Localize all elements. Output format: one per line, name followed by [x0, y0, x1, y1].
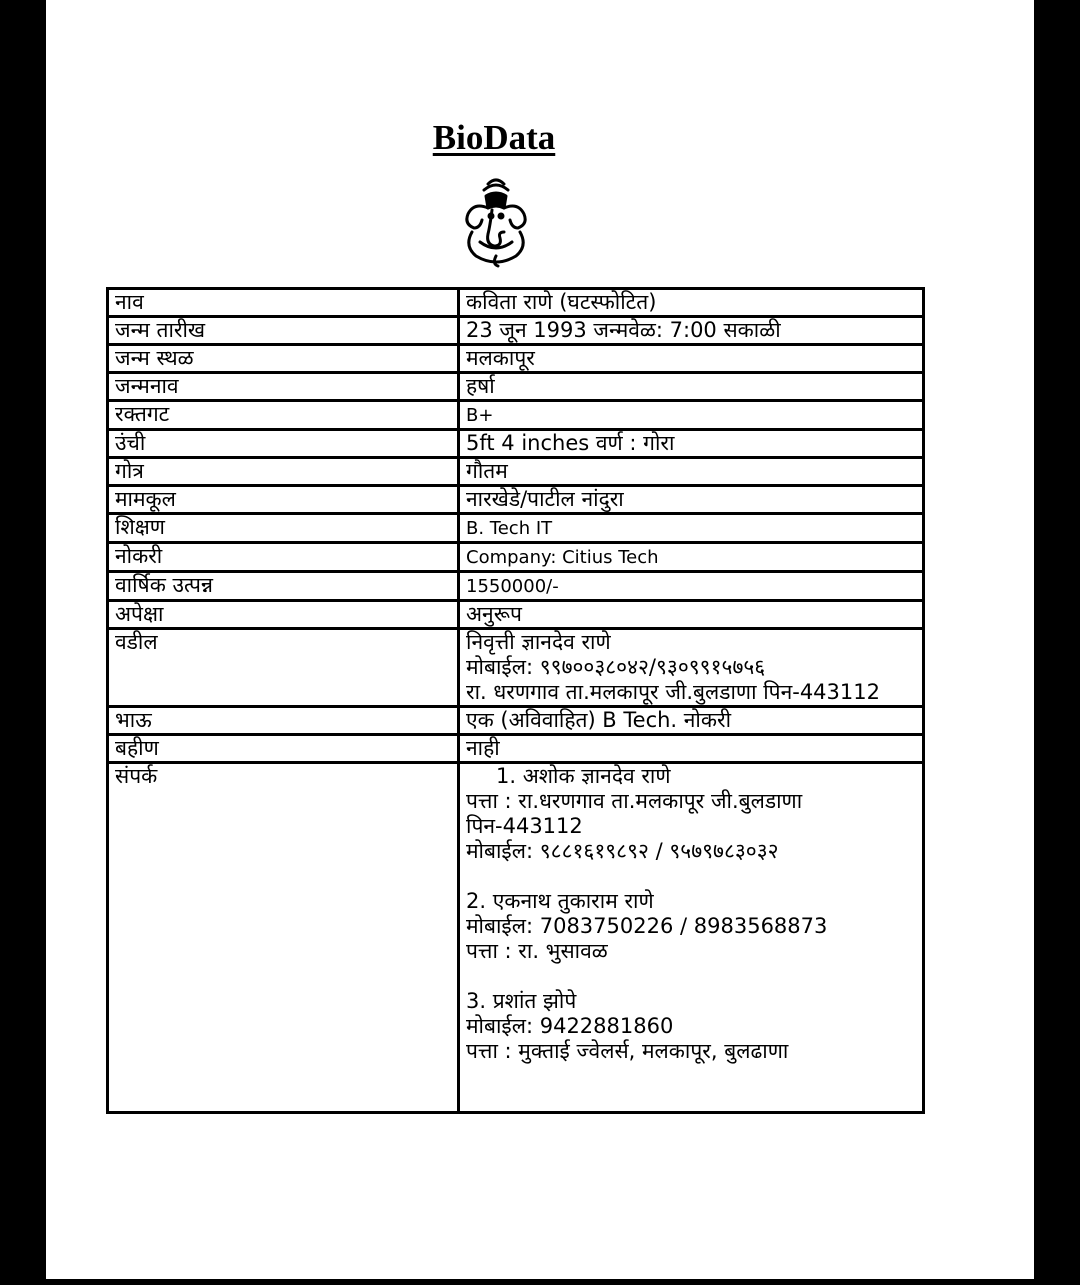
row-label: गोत्र: [108, 458, 459, 486]
table-row: [108, 373, 924, 401]
job-value: Company: Citius Tech: [466, 547, 659, 568]
contact-value: [459, 763, 924, 1113]
table-row: [108, 458, 924, 486]
row-label: जन्म स्थळ: [108, 345, 459, 373]
ganesha-icon: [458, 176, 534, 268]
contact2-name: 2. एकनाथ तुकाराम राणे: [466, 889, 654, 913]
father-mobile: मोबाईल: ९९७००३८०४२/९३०९९१५७५६: [466, 655, 766, 679]
blood-group-value: B+: [466, 405, 494, 426]
table-row: [108, 514, 924, 543]
row-value: कविता राणे (घटस्फोटित): [459, 289, 924, 317]
education-value: B. Tech IT: [466, 518, 553, 539]
father-label: वडील: [108, 629, 459, 707]
contact2-address: पत्ता : रा. भुसावळ: [466, 939, 608, 963]
table-row: [108, 317, 924, 345]
contact1-mobile: मोबाईल: ९८८१६१९८९२ / ९५७९७८३०३२: [466, 839, 779, 863]
income-value: 1550000/-: [466, 576, 559, 597]
row-value: एक (अविवाहित) B Tech. नोकरी: [459, 707, 924, 735]
father-value: [459, 629, 924, 707]
contact2-mobile: मोबाईल: 7083750226 / 8983568873: [466, 914, 828, 938]
row-label: अपेक्षा: [108, 601, 459, 629]
row-label: नोकरी: [108, 543, 459, 572]
row-value: हर्षा: [459, 373, 924, 401]
row-value: नारखेडे/पाटील नांदुरा: [459, 486, 924, 514]
table-row: [108, 289, 924, 317]
contact3-address: पत्ता : मुक्ताई ज्वेलर्स, मलकापूर, बुलढाणा: [466, 1039, 789, 1063]
biodata-table: [106, 287, 925, 1114]
contact1-pin: पिन-443112: [466, 814, 583, 838]
row-value: [459, 401, 924, 430]
row-value: मलकापूर: [459, 345, 924, 373]
table-row: [108, 572, 924, 601]
table-row: [108, 486, 924, 514]
table-row: [108, 345, 924, 373]
table-row: [108, 735, 924, 763]
row-label: जन्म तारीख: [108, 317, 459, 345]
row-value: 5ft 4 inches वर्ण : गोरा: [459, 430, 924, 458]
row-label: मामकूल: [108, 486, 459, 514]
row-value: [459, 543, 924, 572]
table-row: [108, 401, 924, 430]
page-title: BioData: [432, 118, 556, 157]
row-label: शिक्षण: [108, 514, 459, 543]
father-address: रा. धरणगाव ता.मलकापूर जी.बुलडाणा पिन-443112: [466, 680, 880, 704]
row-label: नाव: [108, 289, 459, 317]
spacer: [466, 864, 916, 889]
row-label: उंची: [108, 430, 459, 458]
row-label: जन्मनाव: [108, 373, 459, 401]
row-label: रक्तगट: [108, 401, 459, 430]
table-row: [108, 629, 924, 707]
row-value: नाही: [459, 735, 924, 763]
contact3-name: 3. प्रशांत झोपे: [466, 989, 577, 1013]
row-label: बहीण: [108, 735, 459, 763]
table-row: [108, 430, 924, 458]
contact1-address: पत्ता : रा.धरणगाव ता.मलकापूर जी.बुलडाणा: [466, 789, 803, 813]
row-value: [459, 514, 924, 543]
row-value: [459, 572, 924, 601]
contact3-mobile: मोबाईल: 9422881860: [466, 1014, 674, 1038]
contact-label: संपर्क: [108, 763, 459, 1113]
row-label: वार्षिक उत्पन्न: [108, 572, 459, 601]
table-row: [108, 601, 924, 629]
contact1-name: 1. अशोक ज्ञानदेव राणे: [496, 764, 671, 788]
table-row: [108, 707, 924, 735]
row-value: 23 जून 1993 जन्मवेळ: 7:00 सकाळी: [459, 317, 924, 345]
row-label: भाऊ: [108, 707, 459, 735]
table-row: [108, 543, 924, 572]
spacer: [466, 964, 916, 989]
table-row: [108, 763, 924, 1113]
row-value: अनुरूप: [459, 601, 924, 629]
father-name: निवृत्ती ज्ञानदेव राणे: [466, 630, 611, 654]
row-value: गौतम: [459, 458, 924, 486]
